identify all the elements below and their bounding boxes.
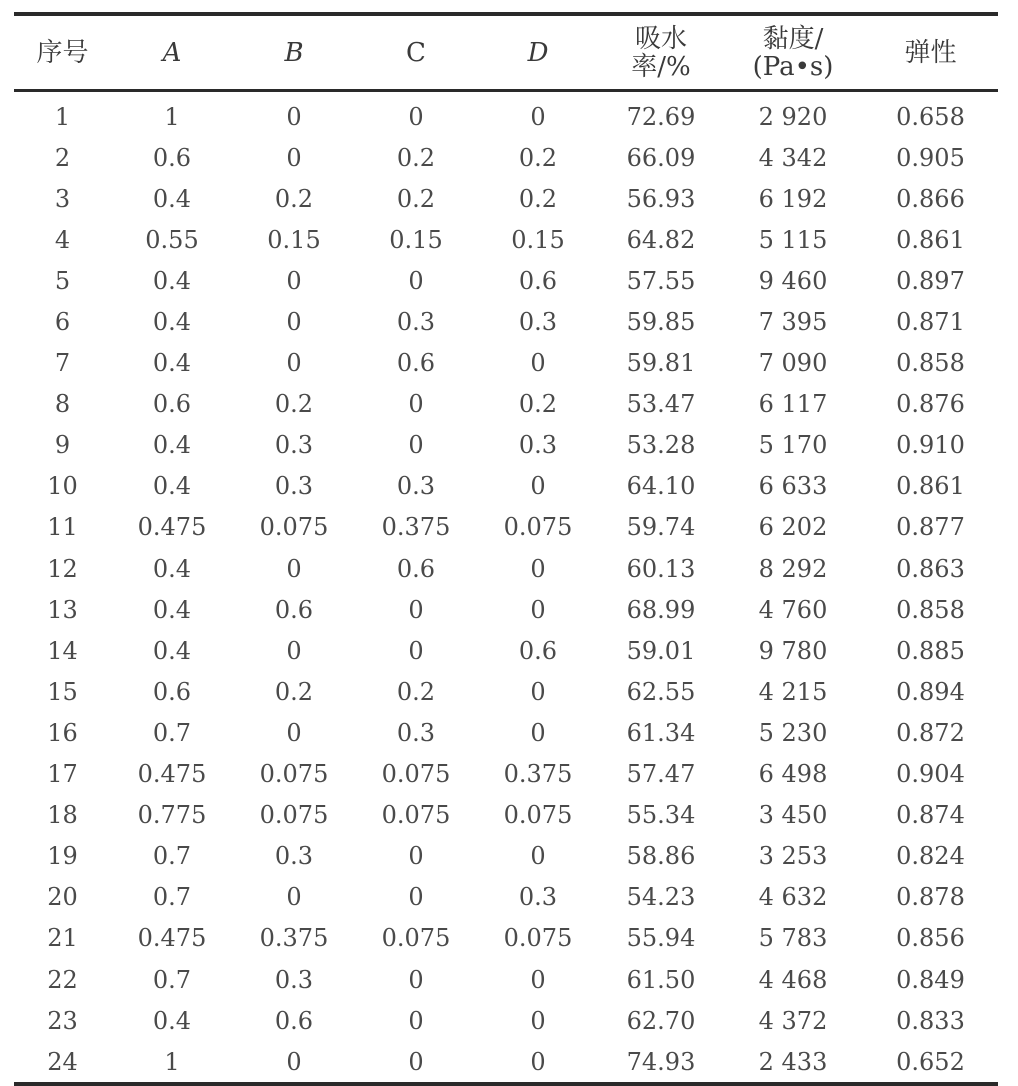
cell-b: 0 xyxy=(286,718,302,747)
cell-b: 0 xyxy=(286,266,302,295)
table-row xyxy=(14,795,998,836)
cell-index: 9 xyxy=(54,431,71,460)
cell-c: 0.3 xyxy=(396,472,436,501)
cell-a: 0.4 xyxy=(152,595,192,624)
cell-elasticity: 0.878 xyxy=(896,883,965,912)
cell-d: 0.6 xyxy=(518,266,558,295)
cell-a: 0.55 xyxy=(145,225,199,254)
cell-d: 0.3 xyxy=(518,883,558,912)
cell-a: 0.4 xyxy=(152,472,192,501)
cell-d: 0 xyxy=(530,1047,546,1076)
cell-elasticity: 0.652 xyxy=(896,1047,965,1076)
cell-viscosity: 4 215 xyxy=(758,677,828,706)
cell-water-absorption: 59.01 xyxy=(626,636,696,665)
cell-c: 0.2 xyxy=(396,143,436,172)
cell-index: 10 xyxy=(47,472,78,501)
table-caption-cropped xyxy=(0,0,1018,8)
table-body xyxy=(14,92,998,1082)
cell-c: 0 xyxy=(408,102,424,131)
header-viscosity xyxy=(723,16,863,89)
header-index: 序号 xyxy=(36,37,89,68)
cell-water-absorption: 59.74 xyxy=(626,513,696,542)
cell-a: 0.6 xyxy=(152,143,192,172)
cell-water-absorption: 60.13 xyxy=(626,554,696,583)
cell-b: 0.6 xyxy=(274,595,314,624)
cell-viscosity: 7 395 xyxy=(758,308,828,337)
cell-viscosity: 6 117 xyxy=(758,390,828,419)
header-water-absorption xyxy=(599,16,723,89)
cell-c: 0.3 xyxy=(396,308,436,337)
cell-b: 0 xyxy=(286,308,302,337)
cell-c: 0.6 xyxy=(396,554,436,583)
cell-index: 7 xyxy=(54,349,71,378)
cell-a: 0.475 xyxy=(137,760,207,789)
cell-c: 0 xyxy=(408,965,424,994)
cell-a: 0.4 xyxy=(152,308,192,337)
cell-b: 0.6 xyxy=(274,1006,314,1035)
header-viscosity-line2: (Pa•s) xyxy=(752,51,834,82)
cell-elasticity: 0.863 xyxy=(896,554,965,583)
cell-d: 0.2 xyxy=(518,390,558,419)
cell-a: 1 xyxy=(164,102,180,131)
cell-viscosity: 5 783 xyxy=(758,924,828,953)
cell-c: 0 xyxy=(408,431,424,460)
cell-a: 0.4 xyxy=(152,554,192,583)
cell-index: 19 xyxy=(47,842,78,871)
cell-index: 22 xyxy=(47,965,78,994)
cell-c: 0 xyxy=(408,595,424,624)
cell-viscosity: 2 920 xyxy=(758,102,828,131)
cell-water-absorption: 57.55 xyxy=(626,266,696,295)
header-elasticity: 弹性 xyxy=(904,37,957,68)
cell-d: 0 xyxy=(530,677,546,706)
cell-index: 15 xyxy=(47,677,78,706)
cell-viscosity: 4 632 xyxy=(758,883,828,912)
cell-viscosity: 4 342 xyxy=(758,143,828,172)
cell-d: 0 xyxy=(530,349,546,378)
cell-d: 0.15 xyxy=(511,225,565,254)
cell-elasticity: 0.861 xyxy=(896,472,965,501)
cell-c: 0 xyxy=(408,636,424,665)
cell-elasticity: 0.877 xyxy=(896,513,965,542)
cell-viscosity: 5 230 xyxy=(758,718,828,747)
table-row xyxy=(14,630,998,671)
table-row xyxy=(14,260,998,301)
cell-d: 0 xyxy=(530,472,546,501)
cell-d: 0.3 xyxy=(518,431,558,460)
cell-c: 0.15 xyxy=(389,225,443,254)
cell-b: 0.15 xyxy=(267,225,321,254)
table-row xyxy=(14,301,998,342)
cell-index: 14 xyxy=(47,636,78,665)
cell-elasticity: 0.858 xyxy=(896,595,965,624)
table-row xyxy=(14,178,998,219)
cell-water-absorption: 53.28 xyxy=(626,431,696,460)
table-row xyxy=(14,918,998,959)
cell-c: 0.075 xyxy=(381,924,451,953)
cell-b: 0.075 xyxy=(259,513,329,542)
cell-d: 0 xyxy=(530,595,546,624)
cell-elasticity: 0.876 xyxy=(896,390,965,419)
cell-b: 0.3 xyxy=(274,842,314,871)
table-row xyxy=(14,466,998,507)
cell-water-absorption: 58.86 xyxy=(626,842,696,871)
table-row xyxy=(14,343,998,384)
cell-a: 0.4 xyxy=(152,1006,192,1035)
cell-b: 0.2 xyxy=(274,390,314,419)
cell-d: 0 xyxy=(530,554,546,583)
cell-water-absorption: 59.85 xyxy=(626,308,696,337)
table-row xyxy=(14,712,998,753)
cell-a: 1 xyxy=(164,1047,180,1076)
cell-b: 0.075 xyxy=(259,760,329,789)
cell-index: 23 xyxy=(47,1006,78,1035)
table-row xyxy=(14,589,998,630)
cell-elasticity: 0.904 xyxy=(896,760,965,789)
cell-c: 0.2 xyxy=(396,677,436,706)
cell-elasticity: 0.866 xyxy=(896,184,965,213)
cell-b: 0 xyxy=(286,554,302,583)
cell-water-absorption: 62.70 xyxy=(626,1006,696,1035)
cell-water-absorption: 72.69 xyxy=(626,102,696,131)
cell-d: 0 xyxy=(530,842,546,871)
cell-viscosity: 6 192 xyxy=(758,184,828,213)
cell-viscosity: 4 372 xyxy=(758,1006,828,1035)
table-row xyxy=(14,754,998,795)
cell-a: 0.775 xyxy=(137,801,207,830)
cell-c: 0.075 xyxy=(381,801,451,830)
cell-d: 0.375 xyxy=(503,760,573,789)
cell-viscosity: 5 170 xyxy=(758,431,828,460)
cell-index: 24 xyxy=(47,1047,78,1076)
cell-index: 17 xyxy=(47,760,78,789)
cell-index: 1 xyxy=(54,102,71,131)
cell-viscosity: 9 460 xyxy=(758,266,828,295)
cell-b: 0 xyxy=(286,102,302,131)
cell-viscosity: 2 433 xyxy=(758,1047,828,1076)
cell-d: 0.6 xyxy=(518,636,558,665)
cell-index: 3 xyxy=(54,184,71,213)
cell-elasticity: 0.871 xyxy=(896,308,965,337)
cell-viscosity: 9 780 xyxy=(758,636,828,665)
cell-water-absorption: 61.34 xyxy=(626,718,696,747)
cell-a: 0.4 xyxy=(152,431,192,460)
cell-water-absorption: 59.81 xyxy=(626,349,696,378)
cell-viscosity: 7 090 xyxy=(758,349,828,378)
cell-index: 13 xyxy=(47,595,78,624)
cell-c: 0 xyxy=(408,390,424,419)
cell-d: 0 xyxy=(530,1006,546,1035)
cell-d: 0 xyxy=(530,965,546,994)
header-row xyxy=(14,16,998,89)
cell-c: 0.6 xyxy=(396,349,436,378)
table-row xyxy=(14,1000,998,1041)
cell-elasticity: 0.824 xyxy=(896,842,965,871)
cell-c: 0.375 xyxy=(381,513,451,542)
cell-viscosity: 8 292 xyxy=(758,554,828,583)
cell-d: 0.2 xyxy=(518,143,558,172)
cell-viscosity: 5 115 xyxy=(758,225,828,254)
cell-a: 0.7 xyxy=(152,965,192,994)
cell-a: 0.7 xyxy=(152,842,192,871)
header-a: A xyxy=(162,37,182,68)
cell-c: 0 xyxy=(408,1006,424,1035)
cell-a: 0.6 xyxy=(152,390,192,419)
cell-d: 0 xyxy=(530,102,546,131)
cell-a: 0.4 xyxy=(152,266,192,295)
table-header xyxy=(14,16,998,89)
cell-index: 6 xyxy=(54,308,71,337)
data-table xyxy=(14,16,998,89)
cell-b: 0 xyxy=(286,883,302,912)
header-water-absorption-line1: 吸水 xyxy=(634,23,687,54)
cell-elasticity: 0.897 xyxy=(896,266,965,295)
table-row xyxy=(14,836,998,877)
cell-water-absorption: 53.47 xyxy=(626,390,696,419)
cell-b: 0 xyxy=(286,143,302,172)
cell-elasticity: 0.885 xyxy=(896,636,965,665)
data-table-body xyxy=(14,92,998,1082)
cell-elasticity: 0.856 xyxy=(896,924,965,953)
cell-elasticity: 0.894 xyxy=(896,677,965,706)
header-water-absorption-line2: 率/% xyxy=(631,51,691,82)
cell-b: 0.3 xyxy=(274,965,314,994)
cell-d: 0.075 xyxy=(503,513,573,542)
cell-water-absorption: 54.23 xyxy=(626,883,696,912)
table-row xyxy=(14,671,998,712)
cell-d: 0.3 xyxy=(518,308,558,337)
cell-water-absorption: 68.99 xyxy=(626,595,696,624)
table-row xyxy=(14,219,998,260)
cell-b: 0.3 xyxy=(274,472,314,501)
cell-viscosity: 6 498 xyxy=(758,760,828,789)
cell-d: 0.075 xyxy=(503,801,573,830)
cell-a: 0.6 xyxy=(152,677,192,706)
cell-b: 0.375 xyxy=(259,924,329,953)
cell-viscosity: 6 633 xyxy=(758,472,828,501)
data-table-container xyxy=(14,12,998,1086)
cell-a: 0.4 xyxy=(152,636,192,665)
cell-index: 4 xyxy=(54,225,71,254)
cell-water-absorption: 55.94 xyxy=(626,924,696,953)
cell-c: 0 xyxy=(408,842,424,871)
cell-elasticity: 0.658 xyxy=(896,102,965,131)
cell-index: 18 xyxy=(47,801,78,830)
cell-b: 0.2 xyxy=(274,677,314,706)
table-bottom-rule xyxy=(14,1082,998,1086)
cell-viscosity: 6 202 xyxy=(758,513,828,542)
cell-index: 11 xyxy=(47,513,78,542)
cell-viscosity: 3 253 xyxy=(758,842,828,871)
cell-elasticity: 0.874 xyxy=(896,801,965,830)
cell-elasticity: 0.849 xyxy=(896,965,965,994)
table-row xyxy=(14,425,998,466)
cell-a: 0.7 xyxy=(152,883,192,912)
cell-viscosity: 4 468 xyxy=(758,965,828,994)
cell-index: 5 xyxy=(54,266,71,295)
cell-b: 0 xyxy=(286,349,302,378)
table-row xyxy=(14,137,998,178)
cell-c: 0 xyxy=(408,266,424,295)
cell-index: 16 xyxy=(47,718,78,747)
cell-index: 2 xyxy=(54,143,71,172)
table-row xyxy=(14,548,998,589)
cell-elasticity: 0.905 xyxy=(896,143,965,172)
cell-c: 0.3 xyxy=(396,718,436,747)
cell-water-absorption: 62.55 xyxy=(626,677,696,706)
cell-b: 0 xyxy=(286,636,302,665)
cell-elasticity: 0.861 xyxy=(896,225,965,254)
cell-water-absorption: 55.34 xyxy=(626,801,696,830)
table-row xyxy=(14,507,998,548)
cell-water-absorption: 64.10 xyxy=(626,472,696,501)
cell-a: 0.475 xyxy=(137,924,207,953)
cell-index: 21 xyxy=(47,924,78,953)
cell-elasticity: 0.910 xyxy=(896,431,965,460)
header-b: B xyxy=(284,37,304,68)
table-row xyxy=(14,384,998,425)
cell-elasticity: 0.858 xyxy=(896,349,965,378)
cell-a: 0.4 xyxy=(152,184,192,213)
cell-d: 0.075 xyxy=(503,924,573,953)
cell-c: 0 xyxy=(408,883,424,912)
cell-water-absorption: 57.47 xyxy=(626,760,696,789)
cell-c: 0.075 xyxy=(381,760,451,789)
cell-a: 0.7 xyxy=(152,718,192,747)
table-row xyxy=(14,877,998,918)
cell-c: 0 xyxy=(408,1047,424,1076)
cell-b: 0.3 xyxy=(274,431,314,460)
header-d: D xyxy=(527,37,549,68)
cell-d: 0.2 xyxy=(518,184,558,213)
cell-a: 0.475 xyxy=(137,513,207,542)
table-row xyxy=(14,1041,998,1082)
cell-water-absorption: 66.09 xyxy=(626,143,696,172)
cell-b: 0.2 xyxy=(274,184,314,213)
cell-b: 0.075 xyxy=(259,801,329,830)
cell-water-absorption: 74.93 xyxy=(626,1047,696,1076)
cell-d: 0 xyxy=(530,718,546,747)
cell-index: 8 xyxy=(54,390,71,419)
cell-water-absorption: 64.82 xyxy=(626,225,696,254)
cell-a: 0.4 xyxy=(152,349,192,378)
cell-b: 0 xyxy=(286,1047,302,1076)
cell-elasticity: 0.833 xyxy=(896,1006,965,1035)
cell-water-absorption: 61.50 xyxy=(626,965,696,994)
cell-index: 20 xyxy=(47,883,78,912)
cell-viscosity: 3 450 xyxy=(758,801,828,830)
header-viscosity-line1: 黏度/ xyxy=(762,23,824,54)
cell-water-absorption: 56.93 xyxy=(626,184,696,213)
cell-elasticity: 0.872 xyxy=(896,718,965,747)
header-c: C xyxy=(406,37,426,68)
cell-c: 0.2 xyxy=(396,184,436,213)
table-row xyxy=(14,92,998,137)
cell-index: 12 xyxy=(47,554,78,583)
cell-viscosity: 4 760 xyxy=(758,595,828,624)
table-row xyxy=(14,959,998,1000)
